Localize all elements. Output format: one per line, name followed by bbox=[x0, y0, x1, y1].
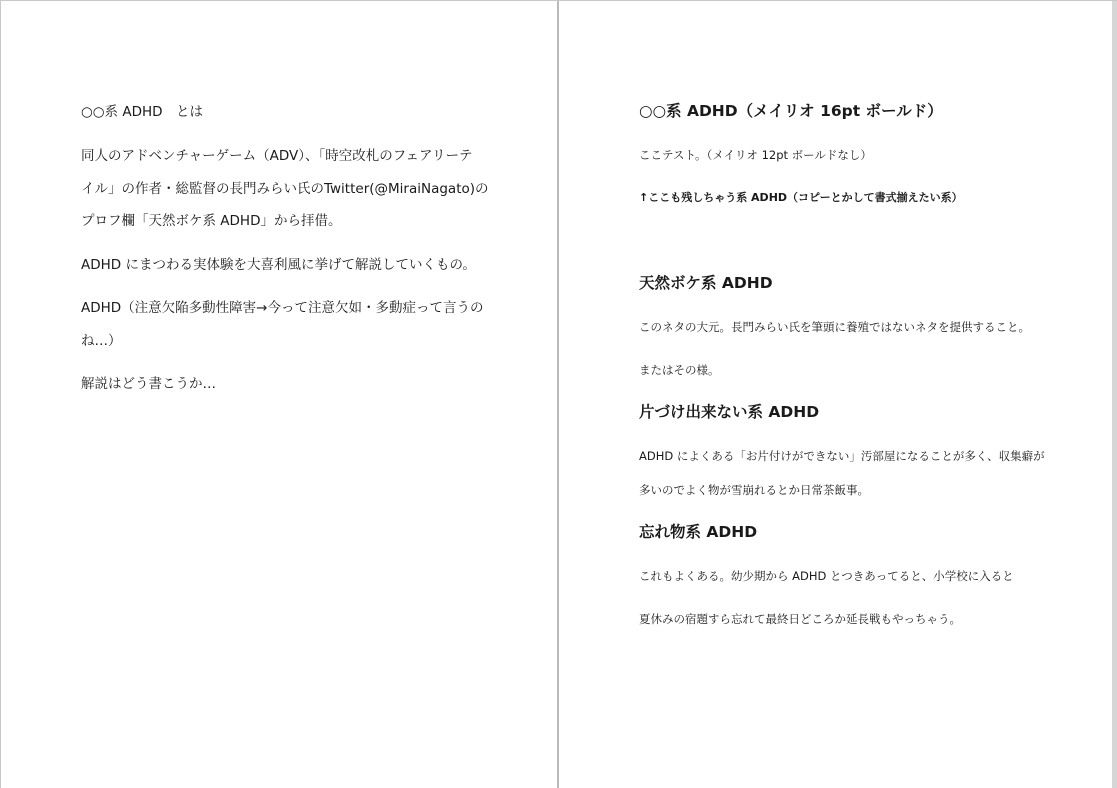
left-paragraph-line: ADHD（注意欠陥多動性障害→今って注意欠如・多動症って言うの bbox=[81, 300, 484, 316]
left-page-title: ○○系 ADHD とは bbox=[81, 104, 204, 120]
body-text: またはその様。 bbox=[639, 363, 720, 377]
body-text: 夏休みの宿題すら忘れて最終日どころか延長戦もやっちゃう。 bbox=[639, 612, 961, 626]
left-paragraph-line: イル」の作者・総監督の長門みらい氏のTwitter(@MiraiNagato)の bbox=[81, 181, 489, 197]
left-paragraph-line: 解説はどう書こうか… bbox=[81, 376, 216, 392]
body-text: このネタの大元。長門みらい氏を筆頭に養殖ではないネタを提供すること。 bbox=[639, 320, 1030, 334]
scrollbar-edge[interactable] bbox=[1112, 1, 1117, 788]
note-text: ↑ここも残しちゃう系 ADHD（コピーとかして書式揃えたい系） bbox=[639, 191, 963, 204]
section-heading: 片づけ出来ない系 ADHD bbox=[639, 403, 820, 421]
body-text: ADHD によくある「お片付けができない」汚部屋になることが多く、収集癖が bbox=[639, 449, 1045, 463]
body-text: これもよくある。幼少期から ADHD とつきあってると、小学校に入ると bbox=[639, 569, 1014, 583]
left-paragraph-line: 同人のアドベンチャーゲーム（ADV）、「時空改札のフェアリーテ bbox=[81, 148, 473, 164]
right-page bbox=[559, 1, 1113, 788]
left-paragraph-line: ね…） bbox=[81, 333, 122, 349]
body-text: ここテスト。（メイリオ 12pt ボールドなし） bbox=[639, 148, 872, 162]
left-page bbox=[1, 1, 557, 788]
section-heading: 天然ボケ系 ADHD bbox=[639, 274, 773, 292]
left-paragraph-line: ADHD にまつわる実体験を大喜利風に挙げて解説していくもの。 bbox=[81, 257, 476, 273]
body-text: 多いのでよく物が雪崩れるとか日常茶飯事。 bbox=[639, 483, 869, 497]
section-heading: ○○系 ADHD（メイリオ 16pt ボールド） bbox=[639, 102, 943, 120]
left-paragraph-line: プロフ欄「天然ボケ系 ADHD」から拝借。 bbox=[81, 213, 342, 229]
section-heading: 忘れ物系 ADHD bbox=[639, 523, 758, 541]
